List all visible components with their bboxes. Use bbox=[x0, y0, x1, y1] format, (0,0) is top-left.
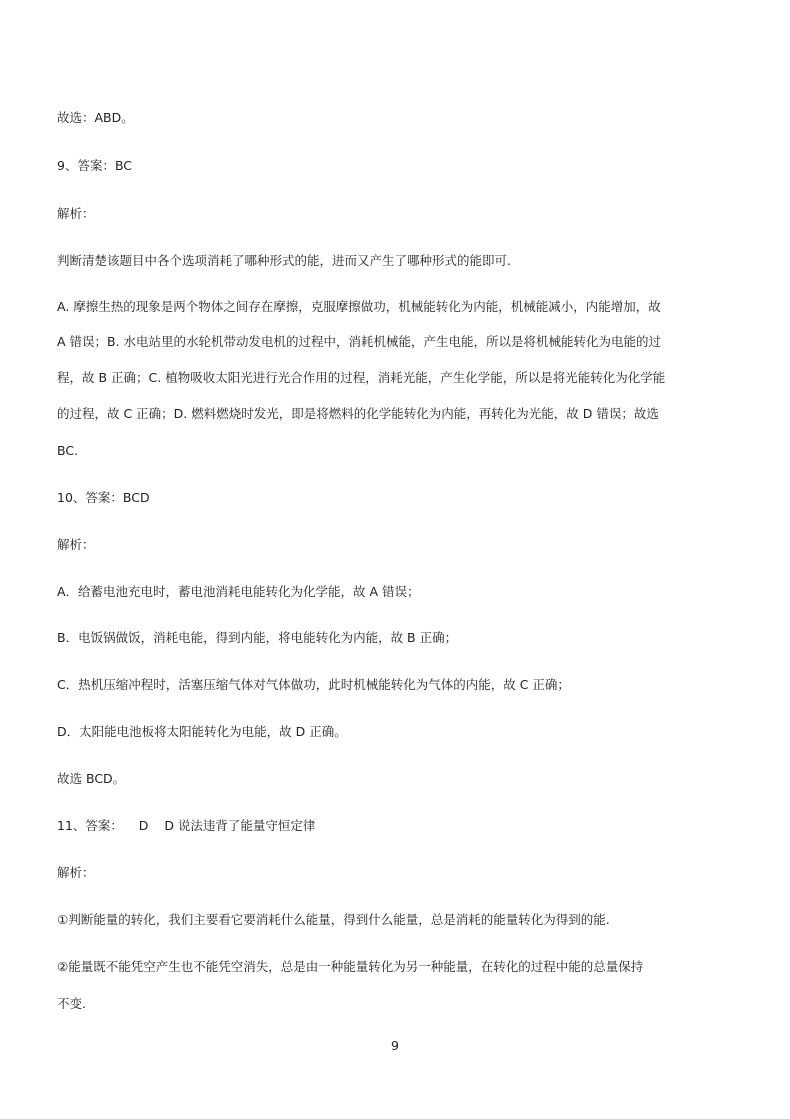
text-line: B．电饭锅做饭，消耗电能，得到内能，将电能转化为内能，故 B 正确； bbox=[57, 630, 458, 645]
text-line: ①判断能量的转化，我们主要看它要消耗什么能量，得到什么能量，总是消耗的能量转化为得到的能. bbox=[57, 912, 610, 927]
analysis-label: 解析： bbox=[57, 537, 95, 552]
answer-heading: 10、答案：BCD bbox=[57, 490, 150, 505]
text-line: 程，故 B 正确；C. 植物吸收太阳光进行光合作用的过程，消耗光能，产生化学能，所以是将光能转化为化学能 bbox=[57, 370, 666, 385]
text-line: A．给蓄电池充电时，蓄电池消耗电能转化为化学能，故 A 错误； bbox=[57, 584, 420, 599]
text-line: C．热机压缩冲程时，活塞压缩气体对气体做功，此时机械能转化为气体的内能，故 C 正确； bbox=[57, 677, 570, 692]
text-line: 故选：ABD。 bbox=[57, 110, 134, 125]
analysis-label: 解析： bbox=[57, 206, 95, 221]
text-line: D．太阳能电池板将太阳能转化为电能，故 D 正确。 bbox=[57, 724, 347, 739]
text-line: 故选 BCD。 bbox=[57, 771, 126, 786]
text-line: 不变. bbox=[57, 996, 86, 1011]
text-line: 判断清楚该题目中各个选项消耗了哪种形式的能，进而又产生了哪种形式的能即可. bbox=[57, 253, 511, 268]
text-line: A 错误；B. 水电站里的水轮机带动发电机的过程中，消耗机械能，产生电能，所以是将机械能转化为电能的过 bbox=[57, 334, 662, 349]
text-line: BC. bbox=[57, 443, 79, 458]
answer-heading: 11、答案： D D 说法违背了能量守恒定律 bbox=[57, 818, 316, 833]
page-number: 9 bbox=[391, 1038, 399, 1053]
analysis-label: 解析： bbox=[57, 865, 95, 880]
text-line: 的过程，故 C 正确；D. 燃料燃烧时发光，即是将燃料的化学能转化为内能，再转化为光能，故 D 错误；故选 bbox=[57, 406, 659, 421]
text-line: A. 摩擦生热的现象是两个物体之间存在摩擦，克服摩擦做功，机械能转化为内能，机械能减小，内能增加，故 bbox=[57, 299, 661, 314]
text-line: ②能量既不能凭空产生也不能凭空消失，总是由一种能量转化为另一种能量，在转化的过程中能的总量保持 bbox=[57, 959, 644, 974]
answer-heading: 9、答案：BC bbox=[57, 158, 133, 173]
